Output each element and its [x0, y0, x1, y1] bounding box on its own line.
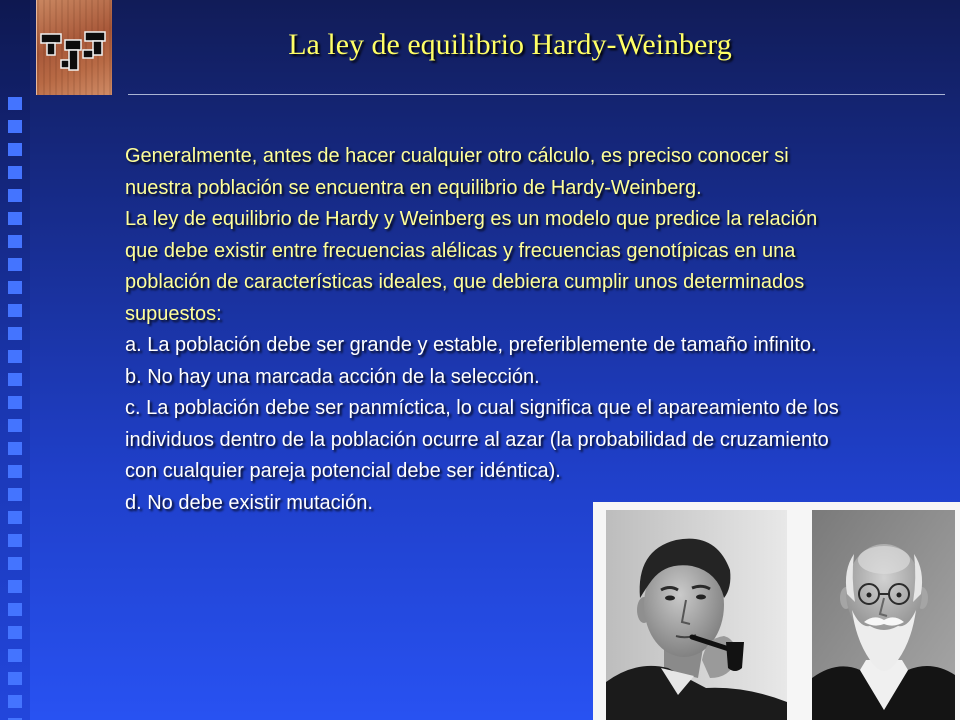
intro-line: población de características ideales, que debiera cumplir unos determinados: [125, 271, 805, 293]
decorative-square-column: [8, 97, 22, 720]
condition-line: con cualquier pareja potencial debe ser idéntica).: [125, 460, 561, 482]
condition-line: c. La población debe ser panmíctica, lo cual significa que el apareamiento de los: [125, 397, 839, 419]
portrait-image: [812, 510, 955, 720]
condition-line: individuos dentro de la población ocurre al azar (la probabilidad de cruzamiento: [125, 428, 829, 451]
intro-line: que debe existir entre frecuencias alélicas y frecuencias genotípicas en una: [125, 239, 796, 262]
portrait-photo-right: [812, 510, 955, 720]
intro-line: Generalmente, antes de hacer cualquier otro cálculo, es preciso conocer si: [125, 145, 789, 167]
title-divider: [128, 94, 945, 95]
intro-line: La ley de equilibrio de Hardy y Weinberg es un modelo que predice la relación: [125, 208, 818, 230]
body-text: [125, 141, 839, 519]
condition-line: d. No debe existir mutación.: [125, 491, 373, 514]
slide-title: La ley de equilibrio Hardy-Weinberg: [288, 28, 732, 61]
intro-line: nuestra población se encuentra en equilibrio de Hardy-Weinberg.: [125, 176, 702, 199]
condition-line: a. La población debe ser grande y estable, preferiblemente de tamaño infinito.: [125, 334, 817, 356]
condition-line: b. No hay una marcada acción de la selección.: [125, 365, 540, 388]
logo-icon: [36, 0, 112, 95]
photo-panel: [593, 502, 960, 720]
portrait-image: [606, 510, 787, 720]
intro-line: supuestos:: [125, 302, 222, 325]
logo-mark: [37, 0, 113, 95]
portrait-photo-left: [606, 510, 787, 720]
